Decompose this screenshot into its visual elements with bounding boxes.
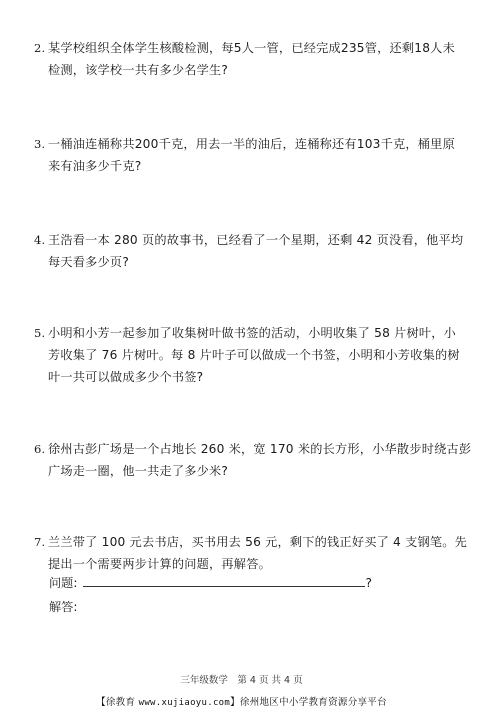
problem-line — [34, 531, 468, 553]
problem-line — [34, 251, 446, 273]
banner-prefix: 【徐教育 — [96, 697, 139, 708]
page-footer: 三年级数学 第 4 页 共 4 页 — [180, 675, 303, 686]
problem-number: 5. — [34, 326, 46, 340]
problem-line — [34, 133, 455, 155]
problem-line — [34, 59, 446, 81]
banner-url: www.xujiaoyu.com — [138, 698, 231, 708]
question-answer-line[interactable] — [83, 574, 365, 587]
question-row — [49, 574, 372, 591]
question-mark: ? — [365, 576, 372, 590]
answer-label: 解答: — [49, 600, 78, 614]
problem-text: 兰兰带了 100 元去书店，买书用去 56 元，剩下的钱正好买了 4 支钢笔。先 — [48, 535, 468, 549]
problem-5 — [34, 322, 460, 388]
problem-number: 6. — [34, 442, 46, 456]
problem-2 — [34, 37, 455, 81]
problem-line — [34, 438, 472, 460]
problem-number: 7. — [34, 535, 46, 549]
problem-line — [34, 344, 460, 366]
problem-text: 小明和小芳一起参加了收集树叶做书签的活动，小明收集了 58 片树叶，小 — [48, 326, 457, 340]
problem-number: 4. — [34, 233, 46, 247]
source-banner — [0, 694, 483, 708]
problem-text: 检测，该学校一共有多少名学生? — [48, 63, 229, 77]
problem-text: 芳收集了 76 片树叶。每 8 片叶子可以做成一个书签，小明和小芳收集的树 — [48, 348, 460, 362]
problem-line — [34, 460, 446, 482]
problem-3 — [34, 133, 455, 177]
problem-text: 提出一个需要两步计算的问题，再解答。 — [48, 557, 271, 571]
problem-number: 3. — [34, 137, 46, 151]
problem-text: 徐州古彭广场是一个占地长 260 米，宽 170 米的长方形，小华散步时绕古彭 — [48, 442, 472, 456]
problem-7 — [34, 531, 468, 575]
problem-line — [34, 553, 446, 575]
answer-row — [49, 598, 77, 615]
problem-text: 来有油多少千克? — [48, 159, 142, 173]
problem-text: 一桶油连桶称共200千克，用去一半的油后，连桶称还有103千克，桶里原 — [48, 137, 455, 151]
problem-number: 2. — [34, 41, 46, 55]
problem-line — [34, 229, 464, 251]
problem-text: 某学校组织全体学生核酸检测，每5人一管，已经完成235管，还剩18人未 — [48, 41, 455, 55]
problem-text: 王浩看一本 280 页的故事书，已经看了一个星期，还剩 42 页没看，他平均 — [48, 233, 464, 247]
problem-6 — [34, 438, 472, 482]
problem-text: 叶一共可以做成多少个书签? — [48, 370, 204, 384]
problem-text: 广场走一圈，他一共走了多少米? — [48, 464, 229, 478]
question-label: 问题: — [49, 576, 78, 590]
banner-suffix: 】徐州地区中小学教育资源分享平台 — [230, 697, 387, 708]
problem-4 — [34, 229, 464, 273]
problem-line — [34, 322, 457, 344]
problem-line — [34, 155, 446, 177]
problem-line — [34, 366, 446, 388]
problem-line — [34, 37, 455, 59]
problem-text: 每天看多少页? — [48, 255, 129, 269]
